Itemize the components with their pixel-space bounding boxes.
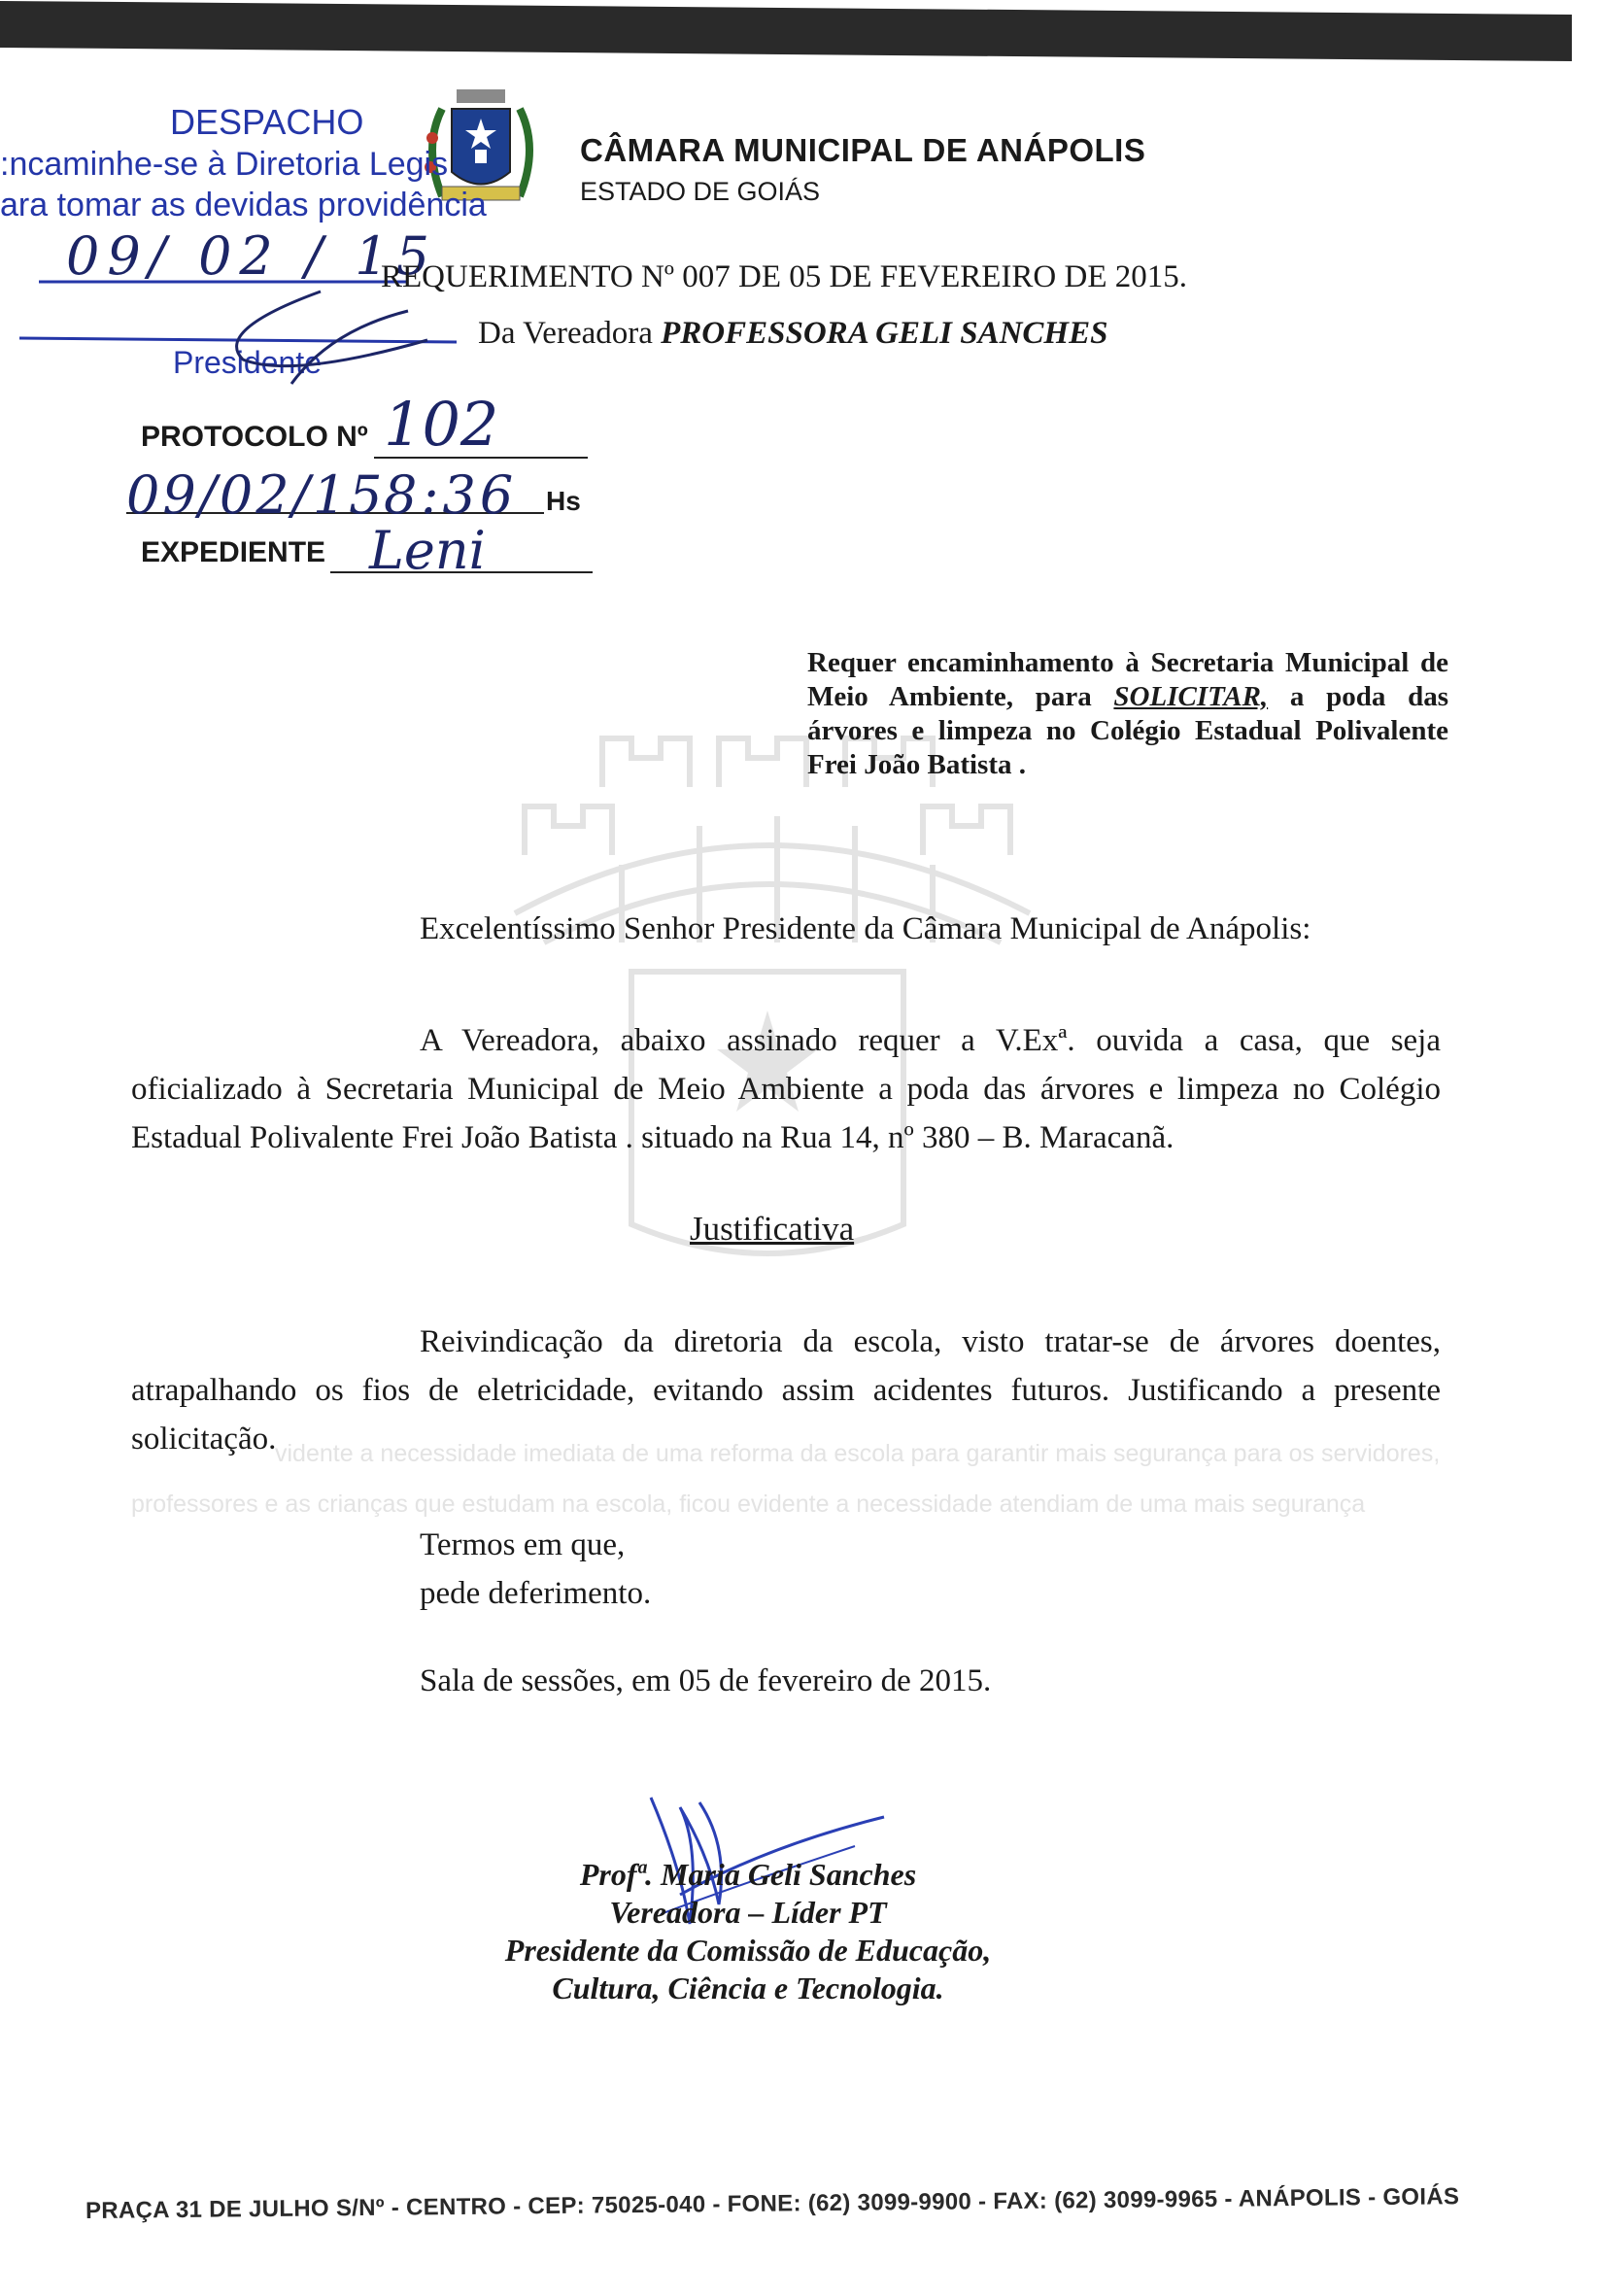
protocol-date: 09/02/15 [126,464,386,526]
summary-text: Requer encaminhamento à Secretaria Municipal de Meio Ambiente, para [807,647,1448,712]
signer-position: Cultura, Ciência e Tecnologia. [552,1970,944,2005]
request-title: REQUERIMENTO Nº 007 DE 05 DE FEVEREIRO DE 2015. [381,259,1187,294]
despacho-stamp-line: ara tomar as devidas providência [0,187,487,223]
greeting: Excelentíssimo Senhor Presidente da Câmara Municipal de Anápolis: [420,911,1311,946]
justification-paragraph: Reivindicação da diretoria da escola, visto tratar-se de árvores doentes, atrapalhando os fios de eletricidade, evitando assim acidentes futuros. Justificando a presente solicitação. [131,1324,1441,1456]
footer-address: PRAÇA 31 DE JULHO S/Nº - CENTRO - CEP: 75025-040 - FONE: (62) 3099-9900 - FAX: (62) 3099-9965 - ANÁPOLIS - GOIÁS [85,2183,1460,2224]
despacho-stamp-presidente: Presidente [173,345,322,380]
signer-role: Vereadora – Líder PT [609,1895,887,1930]
closing-line: Termos em que, [420,1527,626,1562]
signature-block [408,1856,1088,2007]
protocol-time: 8:36 [384,464,518,526]
signer-position: Presidente da Comissão de Educação, [504,1933,992,1968]
institution-state: ESTADO DE GOIÁS [580,177,821,206]
expediente-label: EXPEDIENTE [141,536,326,568]
despacho-handwritten-date: 09/ 02 / 15 [66,225,438,287]
summary-text: a poda das árvores e limpeza no Colégio Estadual Polivalente Frei João Batista . [807,681,1448,780]
institution-name: CÂMARA MUNICIPAL DE ANÁPOLIS [580,132,1146,168]
request-paragraph: A Vereadora, abaixo assinado requer a V.Exª. ouvida a casa, que seja oficializado à Secretaria Municipal de Meio Ambiente a poda das árvores e limpeza no Colégio Estadual Polivalente Frei João Batista . situado na Rua 14, nº 380 – B. Maracanã. [131,1023,1441,1155]
justification-title: Justificativa [690,1210,855,1248]
protocol-label: PROTOCOLO Nº [141,421,368,453]
request-summary [807,646,1448,782]
faint-bleedthrough-text: vidente a necessidade imediata de uma reforma da escola para garantir mais segurança para os servidores, professores e as crianças que estudam na escola, ficou evidente a necessidade atendiam de uma mais segurança [131,1440,1441,1518]
closing-line: pede deferimento. [420,1576,652,1611]
protocol-number: 102 [384,389,499,460]
place-and-date: Sala de sessões, em 05 de fevereiro de 2015. [420,1663,992,1698]
request-author [478,316,1107,352]
closing [420,1521,651,1618]
summary-highlight: SOLICITAR, [1113,681,1269,712]
municipal-emblem-watermark [457,719,1078,1263]
signer-name: Profª. Maria Geli Sanches [579,1857,917,1892]
expediente-signature: Leni [369,520,486,581]
protocol-hs-label: Hs [546,486,581,516]
despacho-stamp-title: DESPACHO [170,102,364,142]
author-prefix: Da Vereadora [478,316,662,351]
scan-top-edge [0,1,1572,61]
despacho-stamp-line: :ncaminhe-se à Diretoria Legis [0,146,449,183]
author-name: PROFESSORA GELI SANCHES [661,316,1108,351]
